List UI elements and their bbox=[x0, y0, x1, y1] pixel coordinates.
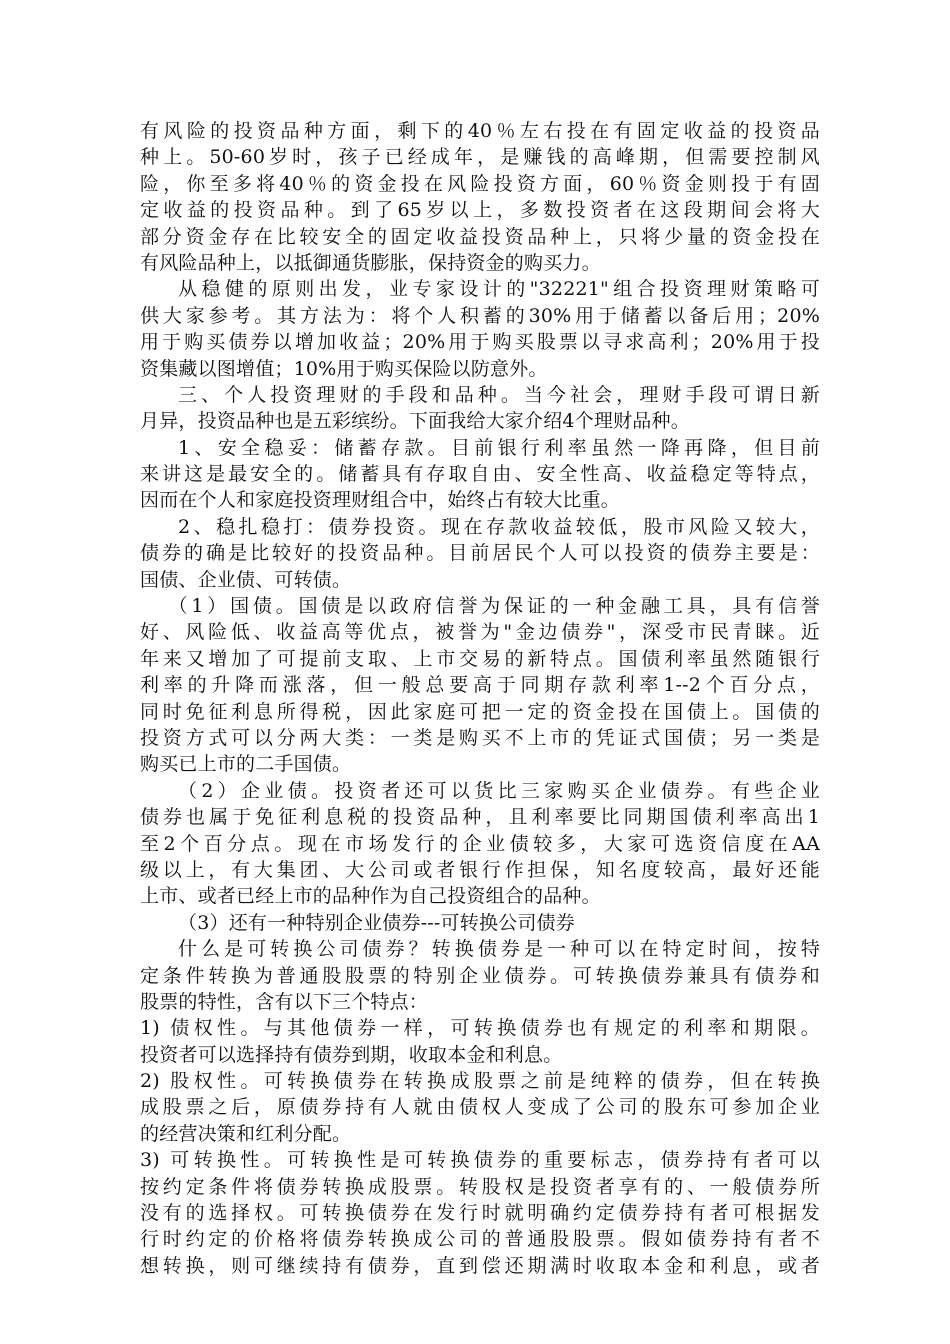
text-line: 三、个人投资理财的手段和品种。当今社会，理财手段可谓日新 bbox=[178, 383, 820, 406]
text-line: 级以上，有大集团、大公司或者银行作担保，知名度较高，最好还能 bbox=[140, 858, 820, 881]
text-line: （2）企业债。投资者还可以货比三家购买企业债券。有些企业 bbox=[178, 779, 820, 802]
text-line: 的经营决策和红利分配。 bbox=[140, 1122, 352, 1145]
text-line: 成股票之后，原债券持有人就由债权人变成了公司的股东可参加企业 bbox=[140, 1096, 820, 1119]
text-line: 因而在个人和家庭投资理财组合中，始终占有较大比重。 bbox=[140, 489, 621, 512]
text-line: 按约定条件将债券转换成股票。转股权是投资者享有的、一般债券所 bbox=[140, 1175, 820, 1198]
text-line: 资集藏以图增值；10%用于购买保险以防意外。 bbox=[140, 357, 548, 380]
text-line: 没有的选择权。可转换债券在发行时就明确约定债券持有者可根据发 bbox=[140, 1202, 820, 1225]
text-line: 投资者可以选择持有债券到期，收取本金和利息。 bbox=[140, 1043, 563, 1066]
text-line: 股票的特性，含有以下三个特点： bbox=[140, 990, 429, 1013]
document-body-text bbox=[140, 118, 820, 1279]
text-line: 什么是可转换公司债券？转换债券是一种可以在特定时间，按特 bbox=[178, 938, 820, 961]
text-line: 利率的升降而涨落，但一般总要高于同期存款利率1--2个百分点， bbox=[140, 674, 820, 697]
text-line: 种上。50-60岁时，孩子已经成年，是赚钱的高峰期，但需要控制风 bbox=[140, 146, 820, 169]
text-line: 1) 债权性。与其他债券一样，可转换债券也有规定的利率和期限。 bbox=[140, 1017, 820, 1040]
text-line: 定收益的投资品种。到了65岁以上，多数投资者在这段期间会将大 bbox=[140, 199, 820, 222]
text-line: 债券也属于免征利息税的投资品种，且利率要比同期国债利率高出1 bbox=[140, 806, 820, 829]
text-line: 国债、企业债、可转债。 bbox=[140, 568, 352, 591]
text-line: 2、稳扎稳打：债券投资。现在存款收益较低，股市风险又较大， bbox=[178, 515, 820, 538]
text-line: 险，你至多将40％的资金投在风险投资方面，60％资金则投于有固 bbox=[140, 172, 820, 195]
text-line: 年来又增加了可提前支取、上市交易的新特点。国债利率虽然随银行 bbox=[140, 647, 820, 670]
text-line: 用于购买债券以增加收益；20%用于购买股票以寻求高利；20%用于投 bbox=[140, 331, 820, 354]
text-line: 2) 股权性。可转换债券在转换成股票之前是纯粹的债券，但在转换 bbox=[140, 1070, 820, 1093]
text-line: （3）还有一种特别企业债券---可转换公司债券 bbox=[178, 911, 575, 934]
text-line: 购买已上市的二手国债。 bbox=[140, 753, 352, 776]
text-line: 供大家参考。其方法为：将个人积蓄的30%用于储蓄以备后用；20% bbox=[140, 304, 820, 327]
text-line: 同时免征利息所得税，因此家庭可把一定的资金投在国债上。国债的 bbox=[140, 700, 820, 723]
text-line: 3) 可转换性。可转换性是可转换债券的重要标志，债券持有者可以 bbox=[140, 1149, 820, 1172]
text-line: 债券的确是比较好的投资品种。目前居民个人可以投资的债券主要是： bbox=[140, 542, 820, 565]
text-line: 想转换，则可继续持有债券，直到偿还期满时收取本金和利息，或者 bbox=[140, 1254, 820, 1277]
text-line: 至2个百分点。现在市场发行的企业债较多，大家可选资信度在AA bbox=[140, 832, 820, 855]
text-line: 行时约定的价格将债券转换成公司的普通股股票。假如债券持有者不 bbox=[140, 1228, 820, 1251]
text-line: 来讲这是最安全的。储蓄具有存取自由、安全性高、收益稳定等特点， bbox=[140, 463, 820, 486]
text-line: 月异，投资品种也是五彩缤纷。下面我给大家介绍4个理财品种。 bbox=[140, 410, 690, 433]
text-line: 投资方式可以分两大类：一类是购买不上市的凭证式国债；另一类是 bbox=[140, 726, 820, 749]
text-line: 部分资金存在比较安全的固定收益投资品种上，只将少量的资金投在 bbox=[140, 225, 820, 248]
text-line: 从稳健的原则出发，业专家设计的"32221"组合投资理财策略可 bbox=[178, 278, 820, 301]
text-line: 有风险品种上，以抵御通货膨胀，保持资金的购买力。 bbox=[140, 251, 601, 274]
text-line: 好、风险低、收益高等优点，被誉为"金边债券"，深受市民青睐。近 bbox=[140, 621, 820, 644]
text-line: （1）国债。国债是以政府信誉为保证的一种金融工具，具有信誉 bbox=[168, 595, 820, 618]
text-line: 上市、或者已经上市的品种作为自己投资组合的品种。 bbox=[140, 885, 601, 908]
text-line: 1、安全稳妥：储蓄存款。目前银行利率虽然一降再降，但目前 bbox=[178, 436, 820, 459]
text-line: 有风险的投资品种方面，剩下的40％左右投在有固定收益的投资品 bbox=[140, 120, 820, 142]
text-line: 定条件转换为普通股股票的特别企业债券。可转换债券兼具有债券和 bbox=[140, 964, 820, 987]
